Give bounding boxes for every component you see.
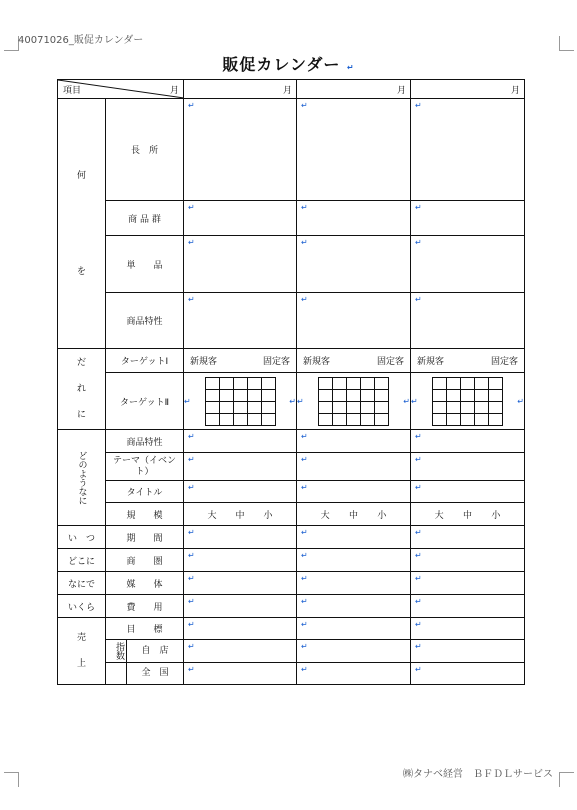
row-label-cost: 費 用 xyxy=(106,595,184,618)
row-label-title: タイトル xyxy=(106,481,184,503)
cell-target1-m2[interactable]: 新規客 固定客 xyxy=(297,349,411,373)
cell-single-item-m2[interactable]: ↵ xyxy=(297,236,411,293)
section-what-label: 何 を xyxy=(58,99,106,349)
cell-theme-m3[interactable]: ↵ xyxy=(411,453,525,481)
cell-trade-area-m2[interactable]: ↵ xyxy=(297,549,411,572)
cell-how-traits-m1[interactable]: ↵ xyxy=(184,430,297,453)
cell-single-item-m3[interactable]: ↵ xyxy=(411,236,525,293)
cell-how-traits-m3[interactable]: ↵ xyxy=(411,430,525,453)
cell-media-m2[interactable]: ↵ xyxy=(297,572,411,595)
header-item-cell xyxy=(58,80,184,99)
cell-theme-m1[interactable]: ↵ xyxy=(184,453,297,481)
cell-media-m3[interactable]: ↵ xyxy=(411,572,525,595)
month-3-header[interactable]: 月 xyxy=(411,80,525,99)
cell-period-m2[interactable]: ↵ xyxy=(297,526,411,549)
cell-national-m2[interactable]: ↵ xyxy=(297,663,411,685)
cell-own-store-m3[interactable]: ↵ xyxy=(411,640,525,663)
cell-period-m1[interactable]: ↵ xyxy=(184,526,297,549)
section-when-label: い つ xyxy=(58,526,106,549)
cell-product-traits-m3[interactable]: ↵ xyxy=(411,293,525,349)
crop-mark-top-right xyxy=(559,36,574,51)
cell-target2-m2[interactable]: ↵ ↵ xyxy=(297,373,411,430)
cell-trade-area-m3[interactable]: ↵ xyxy=(411,549,525,572)
cell-national-m3[interactable]: ↵ xyxy=(411,663,525,685)
section-who-label: だ れ に xyxy=(58,349,106,430)
cell-strength-m3[interactable]: ↵ xyxy=(411,99,525,201)
target-grid xyxy=(205,377,276,426)
target-grid xyxy=(432,377,503,426)
cell-trade-area-m1[interactable]: ↵ xyxy=(184,549,297,572)
row-label-how-traits: 商品特性 xyxy=(106,430,184,453)
cell-own-store-m2[interactable]: ↵ xyxy=(297,640,411,663)
row-label-scale: 規 模 xyxy=(106,503,184,526)
cell-cost-m2[interactable]: ↵ xyxy=(297,595,411,618)
cell-product-group-m2[interactable]: ↵ xyxy=(297,201,411,236)
row-label-trade-area: 商 圏 xyxy=(106,549,184,572)
cell-product-group-m3[interactable]: ↵ xyxy=(411,201,525,236)
month-1-header[interactable]: 月 xyxy=(184,80,297,99)
cell-national-m1[interactable]: ↵ xyxy=(184,663,297,685)
row-label-single-item: 単 品 xyxy=(106,236,184,293)
row-label-period: 期 間 xyxy=(106,526,184,549)
row-label-strength: 長 所 xyxy=(106,99,184,201)
row-label-target1: ターゲットⅠ xyxy=(106,349,184,373)
item-label: 項目 xyxy=(63,86,82,96)
row-label-product-group: 商 品 群 xyxy=(106,201,184,236)
page-title: 販促カレンダー ↵ xyxy=(222,55,355,74)
cell-target-m2[interactable]: ↵ xyxy=(297,618,411,640)
cell-title-m3[interactable]: ↵ xyxy=(411,481,525,503)
section-where-label: どこに xyxy=(58,549,106,572)
cell-cost-m1[interactable]: ↵ xyxy=(184,595,297,618)
row-label-target: 目 標 xyxy=(106,618,184,640)
promo-calendar-table xyxy=(57,79,525,685)
cell-product-traits-m1[interactable]: ↵ xyxy=(184,293,297,349)
cell-scale-m2[interactable]: 大 中 小 xyxy=(297,503,411,526)
cell-title-m1[interactable]: ↵ xyxy=(184,481,297,503)
month-label: 月 xyxy=(169,86,179,96)
cell-own-store-m1[interactable]: ↵ xyxy=(184,640,297,663)
cell-scale-m1[interactable]: 大 中 小 xyxy=(184,503,297,526)
cell-strength-m2[interactable]: ↵ xyxy=(297,99,411,201)
cell-period-m3[interactable]: ↵ xyxy=(411,526,525,549)
cell-cost-m3[interactable]: ↵ xyxy=(411,595,525,618)
section-with-what-label: なにで xyxy=(58,572,106,595)
cell-how-traits-m2[interactable]: ↵ xyxy=(297,430,411,453)
row-label-national-group xyxy=(106,663,184,685)
cell-product-traits-m2[interactable]: ↵ xyxy=(297,293,411,349)
crop-mark-bottom-left xyxy=(4,772,19,787)
section-how-label: どのようなに xyxy=(58,430,106,526)
cell-product-group-m1[interactable]: ↵ xyxy=(184,201,297,236)
cell-title-m2[interactable]: ↵ xyxy=(297,481,411,503)
cell-target-m1[interactable]: ↵ xyxy=(184,618,297,640)
cell-media-m1[interactable]: ↵ xyxy=(184,572,297,595)
crop-mark-top-left xyxy=(4,36,19,51)
cell-single-item-m1[interactable]: ↵ xyxy=(184,236,297,293)
month-2-header[interactable]: 月 xyxy=(297,80,411,99)
cell-target1-m1[interactable]: 新規客 固定客 xyxy=(184,349,297,373)
row-label-index-group xyxy=(106,640,184,663)
row-label-national: 全 国 xyxy=(141,668,169,678)
row-label-own-store: 自 店 xyxy=(141,646,169,656)
cell-strength-m1[interactable]: ↵ xyxy=(184,99,297,201)
cell-scale-m3[interactable]: 大 中 小 xyxy=(411,503,525,526)
cell-theme-m2[interactable]: ↵ xyxy=(297,453,411,481)
row-label-theme: テーマ（イベント） xyxy=(106,453,184,481)
section-how-much-label: いくら xyxy=(58,595,106,618)
cell-target-m3[interactable]: ↵ xyxy=(411,618,525,640)
target-grid xyxy=(318,377,389,426)
row-label-index: 指数 xyxy=(106,640,127,662)
document-id: 40071026_販促カレンダー xyxy=(18,35,144,46)
crop-mark-bottom-right xyxy=(559,772,574,787)
cell-target1-m3[interactable]: 新規客 固定客 xyxy=(411,349,525,373)
cell-target2-m1[interactable]: ↵ ↵ xyxy=(184,373,297,430)
footer-company: ㈱タナベ経営 ＢＦＤＬサービス xyxy=(403,769,553,780)
section-sales-label: 売 上 xyxy=(58,618,106,685)
row-label-target2: ターゲットⅡ xyxy=(106,373,184,430)
row-label-media: 媒 体 xyxy=(106,572,184,595)
row-label-product-traits: 商品特性 xyxy=(106,293,184,349)
cell-target2-m3[interactable]: ↵ ↵ xyxy=(411,373,525,430)
